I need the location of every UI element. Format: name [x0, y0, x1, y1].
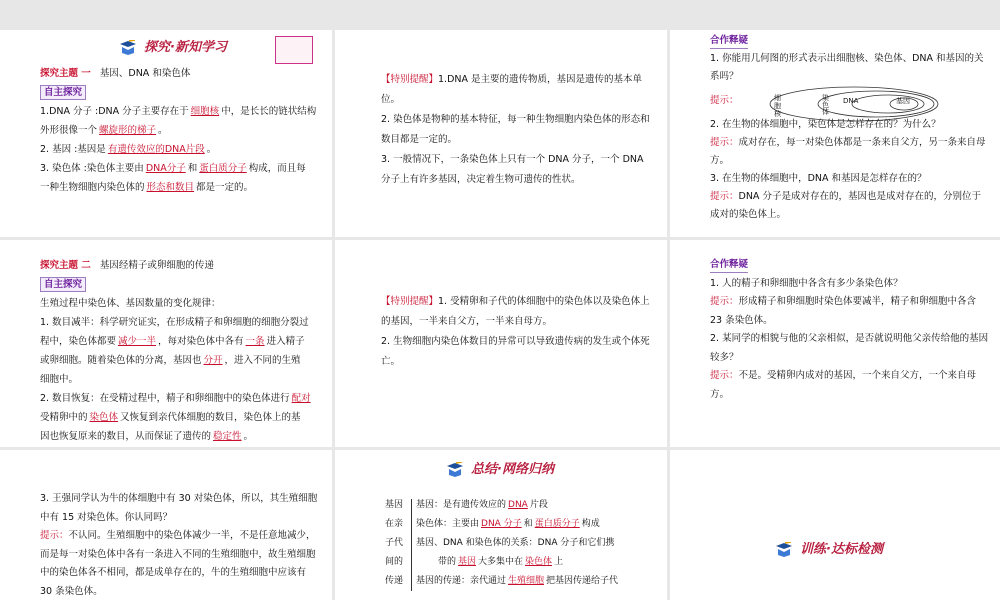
slide-9: [670, 450, 1000, 600]
tip-label: 【特别提醒】: [381, 74, 439, 85]
question-1: 1. 人的精子和卵细胞中各含有多少条染色体？: [710, 277, 903, 289]
answer-3: 提示：不认同。生殖细胞中的染色体减少一半，不是任意地减少，而是每一对染色体中各有一条进入不同的生殖细胞中，故生殖细胞中的染色体各不相同，都是成单存在的，牛的生殖细胞中应该有 30 条染色体。: [40, 530, 316, 597]
book-icon: [774, 542, 794, 558]
topic-heading: 探究主题 二 基因经精子或卵细胞的传递: [40, 260, 214, 271]
item-2: 2. 基因 :基因是 有遗传效应的DNA片段 。: [40, 144, 217, 155]
slide-8: [335, 450, 667, 600]
item-2: 2. 数目恢复：在受精过程中，精子和卵细胞中的染色体进行 配对: [40, 393, 311, 404]
tip-3: 3. 一般情况下，一条染色体上只有一个 DNA 分子，一个 DNA 分子上有许多基因，决定着生物可遗传的性状。: [381, 154, 644, 185]
map-chromosome: 染色体：主要由 DNA 分子 和 蛋白质分子 构成: [416, 519, 600, 529]
question-2: 2. 在生物的体细胞中，染色体是怎样存在的？为什么？: [710, 119, 941, 130]
note-card-icon: [275, 36, 313, 64]
venn-diagram: 提示： 细胞核 染色体 DNA 基因: [710, 86, 990, 116]
concept-map: 基因 在亲 子代 间的 传递 基因：是有遗传效应的 DNA 片段 染色体：主要由 DNA 分子 和 蛋白质分子 构成 基因、DNA 和染色体的关系：DNA 分子和它们携 带的 基因 大多集中在 染色体 上 基因的传递：亲代通过 生殖细胞 把基因传递给子代: [385, 496, 655, 600]
self-study-tag: 自主探究: [40, 85, 86, 100]
question-2: 2. 某同学的相貌与他的父亲相似，是否就说明他父亲传给他的基因较多？: [710, 333, 989, 363]
book-icon: [118, 40, 138, 56]
tip-1: 【特别提醒】1. 受精卵和子代的体细胞中的染色体以及染色体上的基因，一半来自父方，一半来自母方。: [381, 296, 650, 327]
topic-heading: 探究主题 一 基因、DNA 和染色体: [40, 68, 191, 79]
cooperation-tag: 合作释疑: [710, 34, 748, 49]
answer-1: 提示：形成精子和卵细胞时染色体要减半，精子和卵细胞中各含 23 条染色体。: [710, 296, 977, 326]
slide-7: [0, 450, 332, 600]
question-3: 3. 在生物的体细胞中，DNA 和基因是怎样存在的？: [710, 173, 927, 184]
label-chromosome: 染色体: [822, 94, 829, 116]
section-banner: 探究·新知学习: [118, 38, 227, 57]
label-nucleus: 细胞核: [774, 94, 781, 118]
slide-2: [335, 30, 667, 237]
map-transmission: 基因的传递：亲代通过 生殖细胞 把基因传递给子代: [416, 576, 619, 586]
tip-2: 2. 生物细胞内染色体数目的异常可以导致遗传病的发生或个体死亡。: [381, 336, 650, 367]
map-root: 基因 在亲 子代 间的 传递: [385, 500, 404, 586]
slide-3: [670, 30, 1000, 237]
slide-4: 探究主题 二 基因经精子或卵细胞的传递 自主探究 生殖过程中染色体、基因数量的变化规律： 1. 数目减半：科学研究证实，在形成精子和卵细胞的细胞分裂过 程中，染色体都要 减少一半 ，每对染色体中各有 一条 进入精子 或卵细胞。随着染色体的分离，基因也 分开 ，进入不同的生殖 细胞中。 2. 数目恢复：在受精过程中，精子和卵细胞中的染色体进行 配对 受精卵中的 染色体 又恢复到亲代体细胞的数目，染色体上的基 因也恢复原来的数目，从而保证了遗传的 稳定性 。: [0, 240, 332, 447]
self-study-tag: 自主探究: [40, 277, 86, 292]
slide-5: [335, 240, 667, 447]
answer-3: 提示：DNA 分子是成对存在的，基因也是成对存在的，分别位于成对的染色体上。: [710, 191, 981, 220]
question-1: 1. 你能用几何图的形式表示出细胞核、染色体、DNA 和基因的关系吗？: [710, 53, 984, 82]
answer-2: 提示：成对存在，每一对染色体都是一条来自父方，另一条来自母方。: [710, 137, 986, 166]
slide-1: 探究·新知学习 探究主题 一 基因、DNA 和染色体 自主探究 1.DNA 分子 :DNA 分子主要存在于 细胞核 中，是长长的链状结构 外形很像一个 螺旋形的梯子 。 2. 基因 :基因是 有遗传效应的DNA片段 。 3. 染色体 :染色体主要由 DNA分子 和 蛋白质分子 构成，而且每 一种生物细胞内染色体的 形态和数目 都是一定的。: [0, 30, 332, 237]
tip-label: 【特别提醒】: [381, 296, 439, 307]
tip-2: 2. 染色体是物种的基本特征，每一种生物细胞内染色体的形态和数目都是一定的。: [381, 114, 650, 145]
item-1: 1. 数目减半：科学研究证实，在形成精子和卵细胞的细胞分裂过: [40, 317, 309, 328]
question-3: 3. 王强同学认为牛的体细胞中有 30 对染色体，所以，其生殖细胞中有 15 对染色体。你认同吗？: [40, 493, 318, 523]
tip-1: 【特别提醒】1.DNA 是主要的遗传物质，基因是遗传的基本单位。: [381, 74, 643, 105]
item-1: 1.DNA 分子 :DNA 分子主要存在于 细胞核 中，是长长的链状结构: [40, 106, 317, 117]
section-banner: 训练·达标检测: [774, 540, 883, 559]
label-gene: 基因: [896, 97, 910, 105]
slide-6: [670, 240, 1000, 447]
answer-2: 提示：不是。受精卵内成对的基因，一个来自父方，一个来自母方。: [710, 370, 977, 400]
section-banner: 总结·网络归纳: [445, 460, 554, 479]
book-icon: [445, 462, 465, 478]
map-relation: 基因、DNA 和染色体的关系：DNA 分子和它们携: [416, 538, 615, 548]
cooperation-tag: 合作释疑: [710, 258, 748, 273]
label-dna: DNA: [843, 97, 859, 105]
map-gene: 基因：是有遗传效应的 DNA 片段: [416, 500, 548, 510]
item-3: 3. 染色体 :染色体主要由 DNA分子 和 蛋白质分子 构成，而且每: [40, 163, 306, 174]
